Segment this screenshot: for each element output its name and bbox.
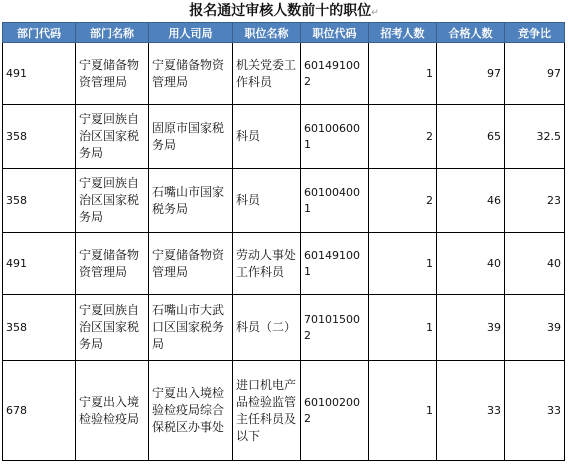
cell-dept-name: 宁夏储备物资管理局 — [76, 233, 149, 295]
cell-position: 科员 — [233, 105, 301, 169]
cell-position-code: 601006001 — [301, 105, 369, 169]
cell-dept-code: 678 — [3, 361, 76, 461]
cell-dept-name: 宁夏回族自治区国家税务局 — [76, 105, 149, 169]
header-position: 职位名称 — [233, 23, 301, 43]
cell-qualified: 40 — [437, 233, 505, 295]
cell-dept-name: 宁夏回族自治区国家税务局 — [76, 169, 149, 233]
cell-dept-code: 491 — [3, 233, 76, 295]
cell-position: 劳动人事处工作科员 — [233, 233, 301, 295]
cell-position-code: 601002002 — [301, 361, 369, 461]
cell-position-code: 601004001 — [301, 169, 369, 233]
header-quota: 招考人数 — [369, 23, 437, 43]
cell-dept-name: 宁夏回族自治区国家税务局 — [76, 295, 149, 361]
cell-dept-code: 358 — [3, 295, 76, 361]
cell-position: 科员（二） — [233, 295, 301, 361]
cell-qualified: 97 — [437, 43, 505, 105]
table-row — [3, 295, 565, 361]
cell-ratio: 32.5 — [505, 105, 565, 169]
header-position-code: 职位代码 — [301, 23, 369, 43]
cell-ratio: 97 — [505, 43, 565, 105]
table-row — [3, 43, 565, 105]
cell-position-code: 601491001 — [301, 233, 369, 295]
cell-qualified: 33 — [437, 361, 505, 461]
cell-quota: 2 — [369, 105, 437, 169]
header-ratio: 竞争比 — [505, 23, 565, 43]
cell-bureau: 石嘴山市国家税务局 — [149, 169, 233, 233]
cell-ratio: 40 — [505, 233, 565, 295]
cell-bureau: 固原市国家税务局 — [149, 105, 233, 169]
cell-quota: 1 — [369, 43, 437, 105]
header-dept-name: 部门名称 — [76, 23, 149, 43]
cell-dept-code: 358 — [3, 105, 76, 169]
header-bureau: 用人司局 — [149, 23, 233, 43]
cell-quota: 1 — [369, 233, 437, 295]
table-title — [0, 2, 568, 22]
cell-position: 科员 — [233, 169, 301, 233]
cell-dept-code: 358 — [3, 169, 76, 233]
header-qualified: 合格人数 — [437, 23, 505, 43]
cell-bureau: 宁夏储备物资管理局 — [149, 233, 233, 295]
cell-dept-code: 491 — [3, 43, 76, 105]
cell-ratio: 33 — [505, 361, 565, 461]
cell-quota: 1 — [369, 295, 437, 361]
cell-qualified: 46 — [437, 169, 505, 233]
cell-position: 进口机电产品检验监管主任科员及以下 — [233, 361, 301, 461]
table-row — [3, 233, 565, 295]
cell-bureau: 宁夏储备物资管理局 — [149, 43, 233, 105]
table-row — [3, 361, 565, 461]
position-ranking-table — [2, 22, 565, 461]
cell-quota: 1 — [369, 361, 437, 461]
table-title-text: 报名通过审核人数前十的职位 — [189, 3, 372, 19]
header-dept-code: 部门代码 — [3, 23, 76, 43]
cell-position-code: 601491002 — [301, 43, 369, 105]
cell-dept-name: 宁夏储备物资管理局 — [76, 43, 149, 105]
paragraph-mark-icon: ↵ — [371, 8, 379, 18]
table-row — [3, 105, 565, 169]
cell-qualified: 65 — [437, 105, 505, 169]
table-row — [3, 169, 565, 233]
cell-quota: 2 — [369, 169, 437, 233]
cell-ratio: 39 — [505, 295, 565, 361]
cell-position: 机关党委工作科员 — [233, 43, 301, 105]
cell-qualified: 39 — [437, 295, 505, 361]
cell-ratio: 23 — [505, 169, 565, 233]
cell-bureau: 宁夏出入境检验检疫局综合保税区办事处 — [149, 361, 233, 461]
cell-position-code: 701015002 — [301, 295, 369, 361]
cell-bureau: 石嘴山市大武口区国家税务局 — [149, 295, 233, 361]
header-row — [3, 23, 565, 43]
cell-dept-name: 宁夏出入境检验检疫局 — [76, 361, 149, 461]
